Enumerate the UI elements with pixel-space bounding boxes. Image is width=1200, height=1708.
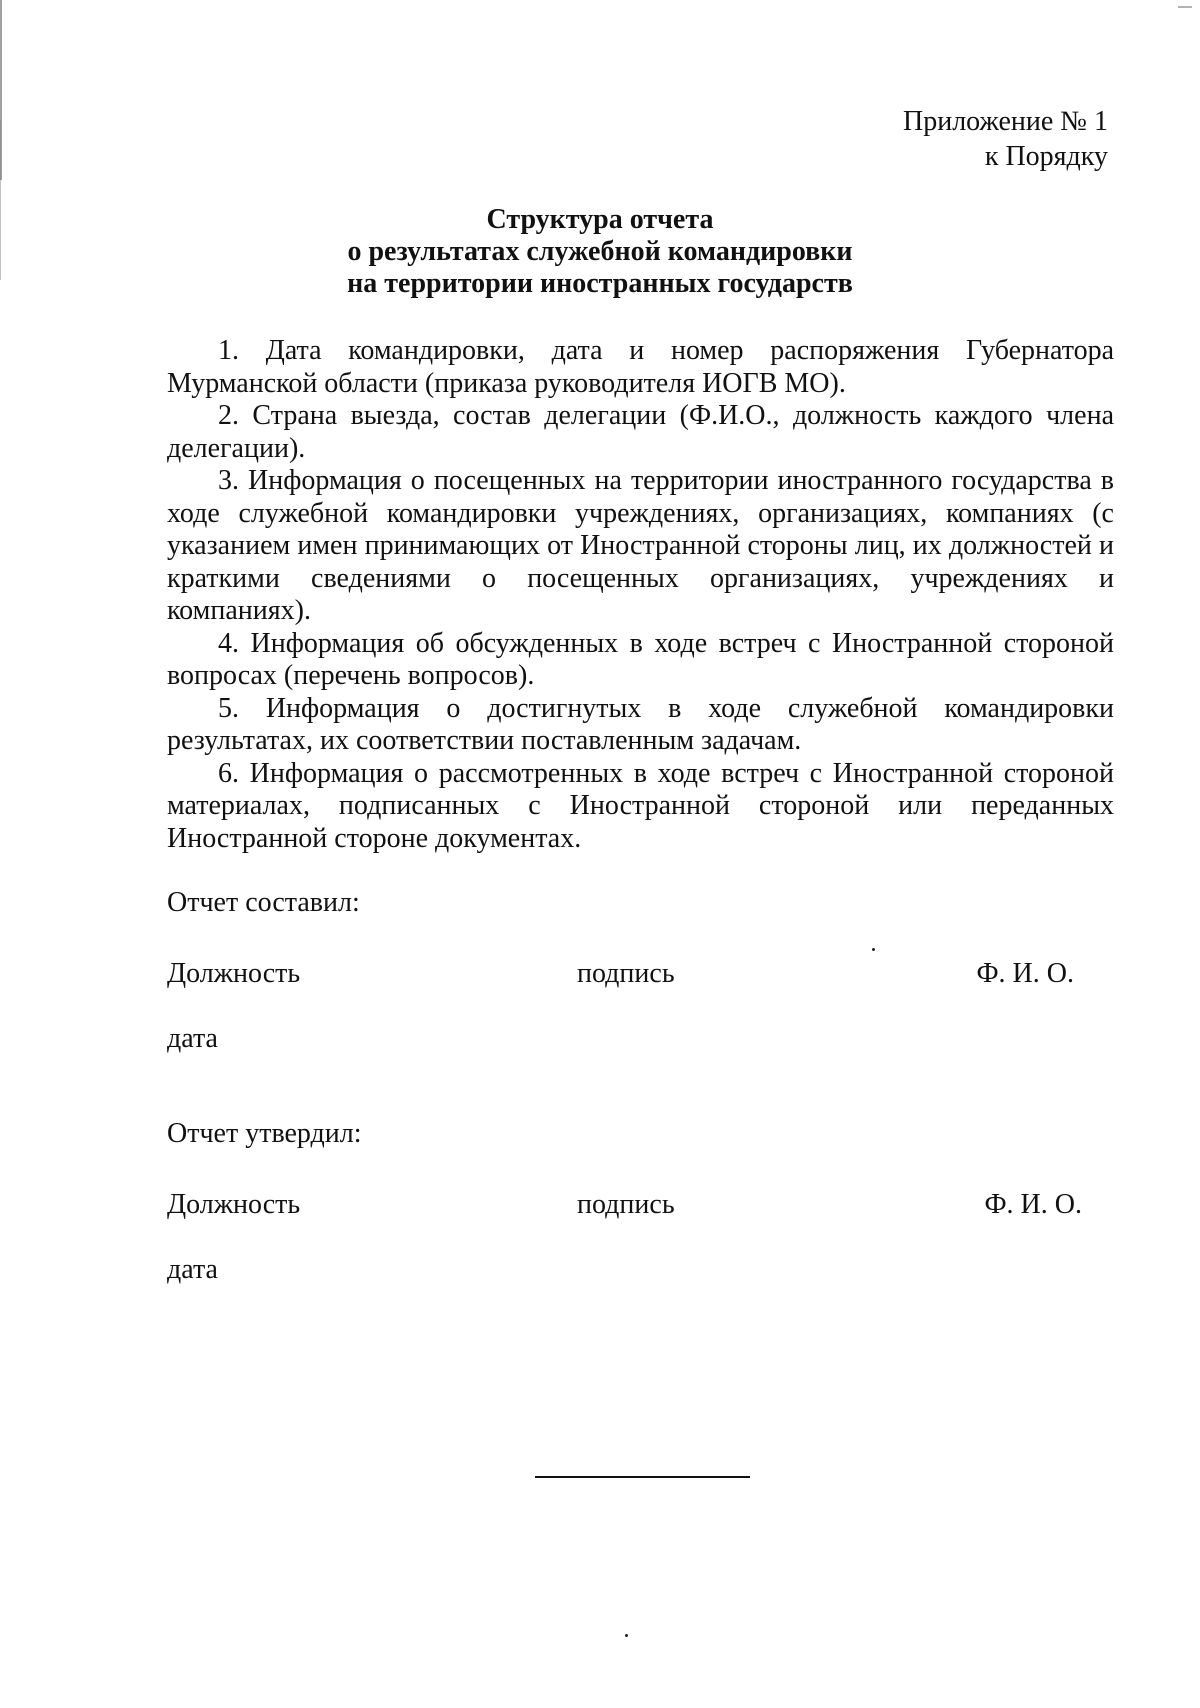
approved-signature: подпись bbox=[577, 1189, 675, 1220]
document-title bbox=[160, 204, 1040, 300]
approved-label: Отчет утвердил: bbox=[167, 1118, 362, 1149]
document-body bbox=[167, 335, 1114, 855]
approved-signature-row bbox=[167, 1188, 1114, 1220]
scan-edge-mark bbox=[0, 120, 1, 280]
compiled-signature-row bbox=[167, 957, 1114, 989]
paragraph-4: 4. Информация об обсужденных в ходе встреч с Иностранной стороной вопросах (перечень вопросов). bbox=[167, 627, 1114, 691]
approved-date: дата bbox=[167, 1254, 218, 1285]
compiled-signature: подпись bbox=[577, 958, 675, 989]
title-line-1: Структура отчета bbox=[486, 204, 714, 235]
annex-reference: к Порядку bbox=[984, 141, 1108, 172]
scan-speck bbox=[625, 1634, 628, 1637]
paragraph-1: 1. Дата командировки, дата и номер распоряжения Губернатора Мурманской области (приказа руководителя ИОГВ МО). bbox=[167, 335, 1114, 399]
approved-position: Должность bbox=[167, 1189, 301, 1220]
approved-fio: Ф. И. О. bbox=[984, 1189, 1082, 1220]
paragraph-2: 2. Страна выезда, состав делегации (Ф.И.О., должность каждого члена делегации). bbox=[167, 400, 1114, 464]
paragraph-6: 6. Информация о рассмотренных в ходе встреч с Иностранной стороной материалах, подписанных с Иностранной стороной или переданных Иностранной стороне документах. bbox=[167, 757, 1114, 854]
compiled-position: Должность bbox=[167, 958, 301, 989]
approved-signature-block bbox=[167, 1118, 1114, 1286]
annex-header bbox=[903, 104, 1108, 174]
title-line-3: на территории иностранных государств bbox=[347, 268, 853, 299]
paragraph-3: 3. Информация о посещенных на территории иностранного государства в ходе служебной командировки учреждениях, организациях, компаниях (с указанием имен принимающих от Иностранной стороны лиц, их должностей и краткими сведениями о посещенных организациях, учреждениях и компаниях). bbox=[167, 465, 1114, 626]
compiled-date: дата bbox=[167, 1023, 218, 1054]
compiled-signature-block bbox=[167, 887, 1114, 1055]
paragraph-5: 5. Информация о достигнутых в ходе служебной командировки результатах, их соответствии поставленным задачам. bbox=[167, 692, 1114, 756]
end-separator-line bbox=[535, 1476, 750, 1478]
compiled-label: Отчет составил: bbox=[167, 887, 360, 918]
annex-number: Приложение № 1 bbox=[903, 106, 1108, 137]
compiled-fio: Ф. И. О. bbox=[976, 958, 1074, 989]
scan-corner-mark bbox=[1178, 6, 1192, 8]
title-line-2: о результатах служебной командировки bbox=[347, 236, 853, 267]
